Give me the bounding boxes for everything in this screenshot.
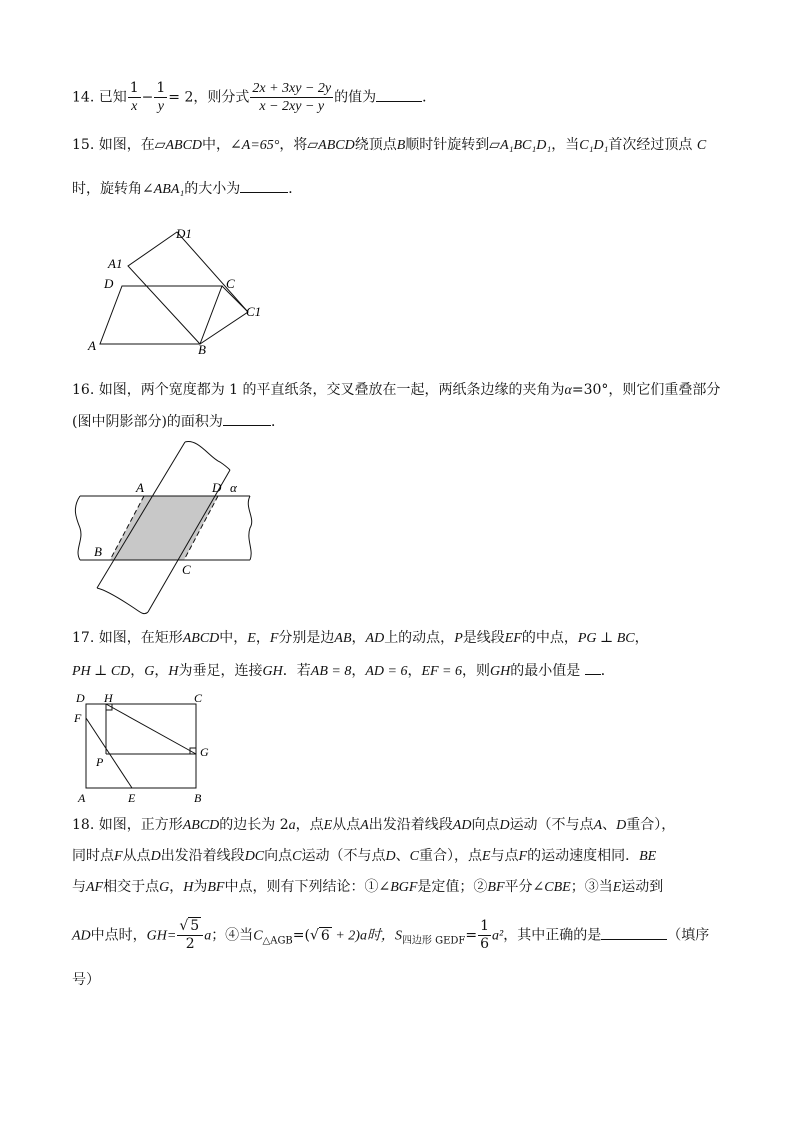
label-alpha: α	[230, 480, 237, 495]
fraction-expression: $\frac{2x + 3xy - 2y}{x - 2xy - y}$	[252, 81, 332, 114]
figure-16-paper-strips	[70, 440, 270, 620]
label-H: H	[104, 691, 113, 705]
label-C: C	[194, 691, 203, 705]
question-16-line-1: 16. 如图，两个宽度都为 1 的平直纸条，交叉叠放在一起，两纸条边缘的夹角为α=30°，则它们重叠部分	[72, 382, 721, 398]
question-16-line-2: (图中阴影部分)的面积为 ．	[72, 411, 285, 432]
label-A: A	[88, 338, 96, 353]
label-B: B	[94, 544, 102, 559]
label-D: D	[76, 691, 85, 705]
question-17-line-1: 17. 如图，在矩形ABCD中，E，F分别是边AB，AD上的动点，P是线段EF的中点，PG ⊥ BC，	[72, 630, 649, 646]
question-15-line-2: 时，旋转角∠ABA₁的大小为 ．	[72, 178, 302, 200]
label-B: B	[198, 342, 206, 357]
label-D: D	[212, 480, 222, 495]
label-B: B	[194, 791, 202, 805]
label-C: C	[226, 276, 235, 291]
question-17-line-2: PH ⊥ CD，G，H为垂足，连接GH．若AB = 8，AD = 6，EF = 6，则GH的最小值是 ．	[72, 660, 615, 682]
label-E: E	[128, 791, 136, 805]
figure-17-rectangle	[70, 690, 220, 808]
label-D1: D1	[176, 226, 192, 241]
label-F: F	[74, 711, 82, 725]
question-18-line-3: 与AF相交于点G，H为BF中点，则有下列结论：①∠BGF是定值；②BF平分∠CBE；③当E运动到	[72, 879, 664, 895]
overlap-region	[110, 496, 218, 560]
label-C: C	[182, 562, 191, 577]
fraction-1-over-y: $\frac{1}{y}$	[156, 80, 166, 114]
question-18-line-4: AD中点时，GH= $\frac{√ 5}{2}$ a；④当$C_{\triangle AGB}=(√$ 6 + 2)a时，$S_{四边形 GEDF}=$ $\frac{1}{6}$ a²，其中正确的是 （填序	[72, 918, 710, 952]
fraction-1-over-6: $\frac{1}{6}$	[480, 918, 490, 952]
answer-blank-17[interactable]	[585, 660, 601, 675]
answer-blank-15[interactable]	[240, 178, 288, 193]
figure-15-parallelogram	[80, 222, 280, 362]
question-18-line-2: 同时点F从点D出发沿着线段DC向点C运动（不与点D、C重合），点E与点F的运动速度相同．BE	[72, 848, 657, 864]
label-A1: A1	[108, 256, 123, 271]
question-18-line-1: 18. 如图，正方形ABCD的边长为 2a，点E从点A出发沿着线段AD向点D运动（不与点A、D重合），	[72, 817, 676, 833]
answer-blank-14[interactable]	[376, 87, 422, 102]
q14-text-2: ，则分式	[193, 89, 250, 106]
label-A: A	[136, 480, 144, 495]
rectangle-abcd	[86, 704, 196, 788]
label-G: G	[200, 745, 209, 759]
label-C1: C1	[246, 304, 262, 319]
fraction-sqrt5-over-2: $\frac{√ 5}{2}$	[177, 918, 203, 953]
question-15-line-1: 15. 如图，在▱ABCD中，∠A=65°，将▱ABCD绕顶点B顺时针旋转到▱A₁BC₁D₁，当C₁D₁首次经过顶点 C	[72, 137, 707, 153]
q14-text-1: 已知	[98, 89, 127, 106]
abcd-shape	[100, 286, 222, 344]
label-A: A	[78, 791, 86, 805]
fraction-1-over-x: $\frac{1}{x}$	[129, 80, 139, 114]
question-14: 14. 已知 $\frac{1}{x}$ − $\frac{1}{y}$ = 2，则分式 $\frac{2x + 3xy - 2y}{x - 2xy - y}$ 的值为 ．	[72, 80, 437, 114]
label-P: P	[96, 755, 104, 769]
answer-blank-16[interactable]	[223, 411, 271, 426]
answer-blank-18[interactable]	[601, 925, 667, 940]
q14-text-3: 的值为	[334, 89, 377, 106]
question-18-line-5: 号）	[72, 972, 100, 988]
q14-number: 14.	[72, 89, 95, 106]
label-D: D	[104, 276, 114, 291]
